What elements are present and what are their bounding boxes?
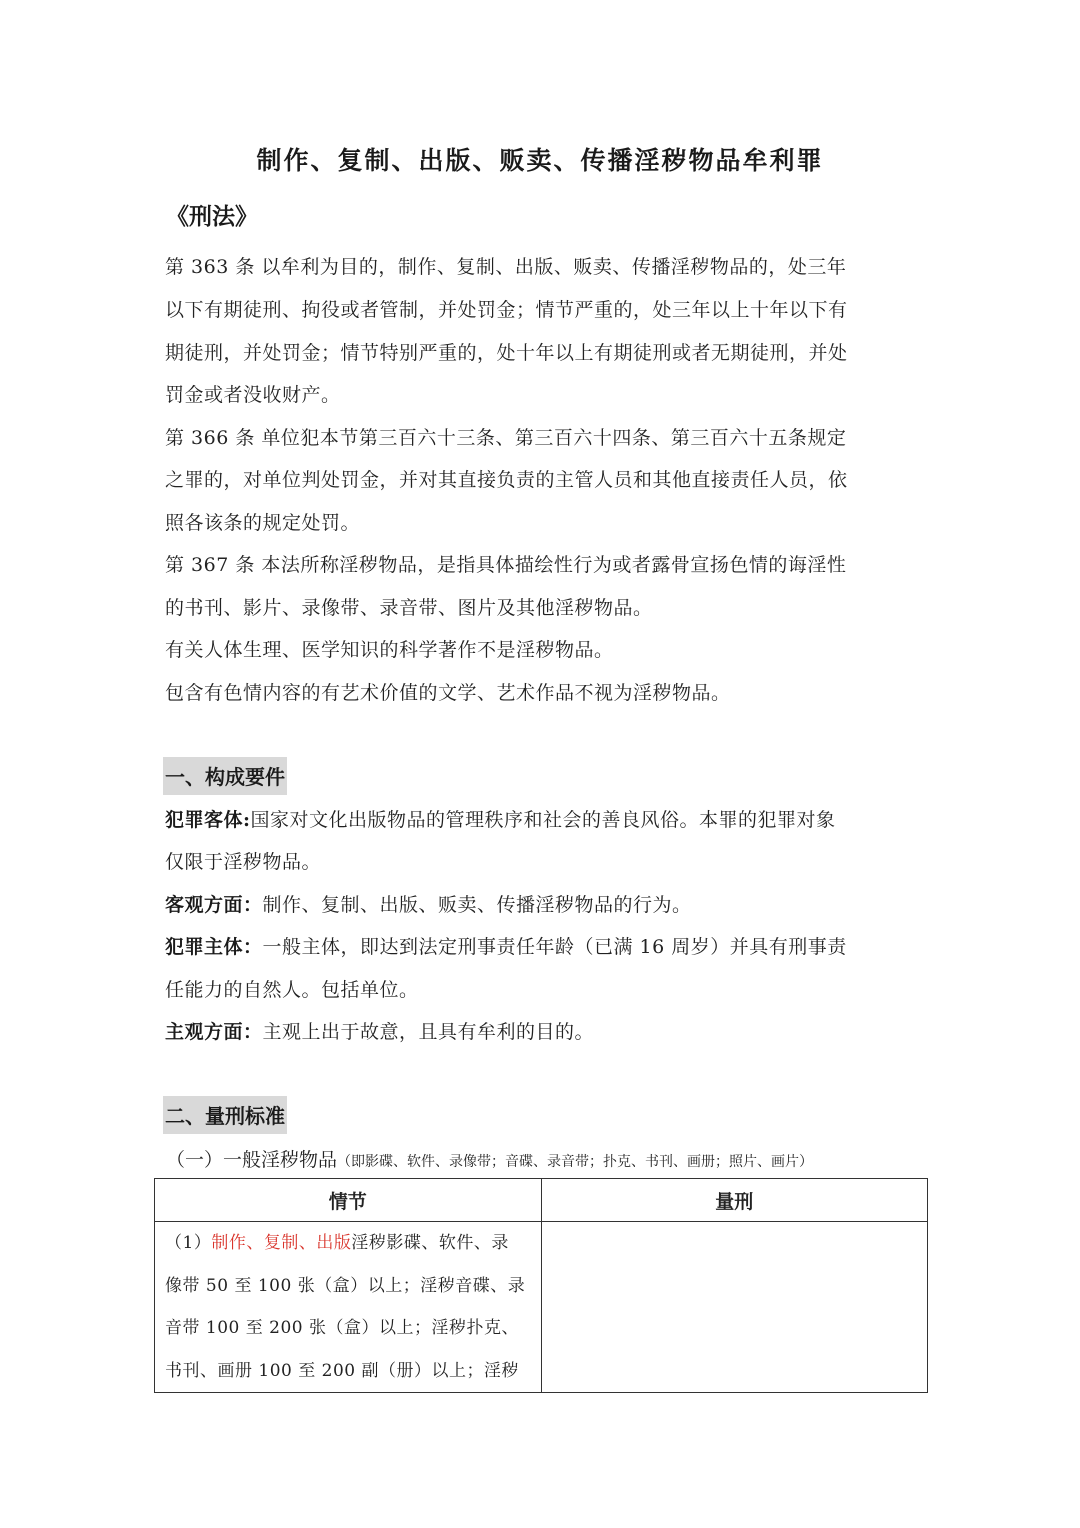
table-row: [155, 1222, 928, 1393]
subjective-label: 主观方面：: [165, 1021, 263, 1043]
table-header-row: [155, 1179, 928, 1222]
section-heading-elements: 一、构成要件: [163, 757, 287, 795]
article-line: 照各该条的规定处罚。: [165, 512, 361, 534]
document-title: 制作、复制、出版、贩卖、传播淫秽物品牟利罪: [256, 146, 824, 175]
subject-line: [165, 932, 847, 959]
subsection-title: [166, 1145, 813, 1172]
sentencing-table: [154, 1178, 928, 1393]
subject-line-2: 任能力的自然人。包括单位。: [165, 979, 419, 1001]
objective-line: [165, 890, 692, 917]
subjective-text: 主观上出于故意，且具有牟利的目的。: [262, 1021, 595, 1043]
article-line: 之罪的，对单位判处罚金，并对其直接负责的主管人员和其他直接责任人员，依: [165, 469, 848, 491]
section-heading-sentencing: 二、量刑标准: [163, 1096, 287, 1134]
article-line: 第 363 条 以牟利为目的，制作、复制、出版、贩卖、传播淫秽物品的，处三年: [165, 256, 847, 278]
crime-object-line-2: 仅限于淫秽物品。: [165, 851, 322, 873]
crime-object-label: 犯罪客体:: [165, 809, 251, 831]
article-line: 的书刊、影片、录像带、录音带、图片及其他淫秽物品。: [165, 597, 653, 619]
header-circumstance: 情节: [155, 1179, 542, 1222]
crime-object-line: [165, 805, 836, 832]
article-line: 以下有期徒刑、拘役或者管制，并处罚金；情节严重的，处三年以上十年以下有: [165, 299, 848, 321]
subsection-main: （一）一般淫秽物品: [166, 1149, 338, 1171]
cell-line: [155, 1222, 541, 1265]
subject-label: 犯罪主体：: [165, 936, 263, 958]
subject-text: 一般主体，即达到法定刑事责任年龄（已满 16 周岁）并具有刑事责: [262, 936, 847, 958]
crime-object-text: 国家对文化出版物品的管理秩序和社会的善良风俗。本罪的犯罪对象: [250, 809, 836, 831]
header-sentence: 量刑: [541, 1179, 928, 1222]
item-number: （1）: [165, 1233, 212, 1253]
highlighted-acts: 制作、复制、出版: [211, 1233, 352, 1253]
article-line: 第 366 条 单位犯本节第三百六十三条、第三百六十四条、第三百六十五条规定: [165, 427, 847, 449]
cell-text: 淫秽影碟、软件、录: [351, 1233, 509, 1253]
cell-line: 书刊、画册 100 至 200 副（册）以上；淫秽: [165, 1360, 520, 1381]
article-line: 罚金或者没收财产。: [165, 384, 341, 406]
law-name: 《刑法》: [166, 203, 258, 230]
sentence-cell: [541, 1222, 928, 1393]
cell-line: 音带 100 至 200 张（盒）以上；淫秽扑克、: [165, 1318, 520, 1338]
objective-text: 制作、复制、出版、贩卖、传播淫秽物品的行为。: [262, 894, 692, 916]
objective-label: 客观方面：: [165, 894, 263, 916]
subsection-note: （即影碟、软件、录像带；音碟、录音带；扑克、书刊、画册；照片、画片）: [337, 1154, 814, 1170]
circumstance-cell: [155, 1222, 542, 1393]
article-line: 第 367 条 本法所称淫秽物品，是指具体描绘性行为或者露骨宣扬色情的诲淫性: [165, 554, 847, 576]
article-line: 包含有色情内容的有艺术价值的文学、艺术作品不视为淫秽物品。: [165, 682, 731, 704]
article-line: 期徒刑，并处罚金；情节特别严重的，处十年以上有期徒刑或者无期徒刑，并处: [165, 342, 848, 364]
article-line: 有关人体生理、医学知识的科学著作不是淫秽物品。: [165, 639, 614, 661]
cell-line: 像带 50 至 100 张（盒）以上；淫秽音碟、录: [165, 1275, 526, 1296]
subjective-line: [165, 1017, 594, 1044]
